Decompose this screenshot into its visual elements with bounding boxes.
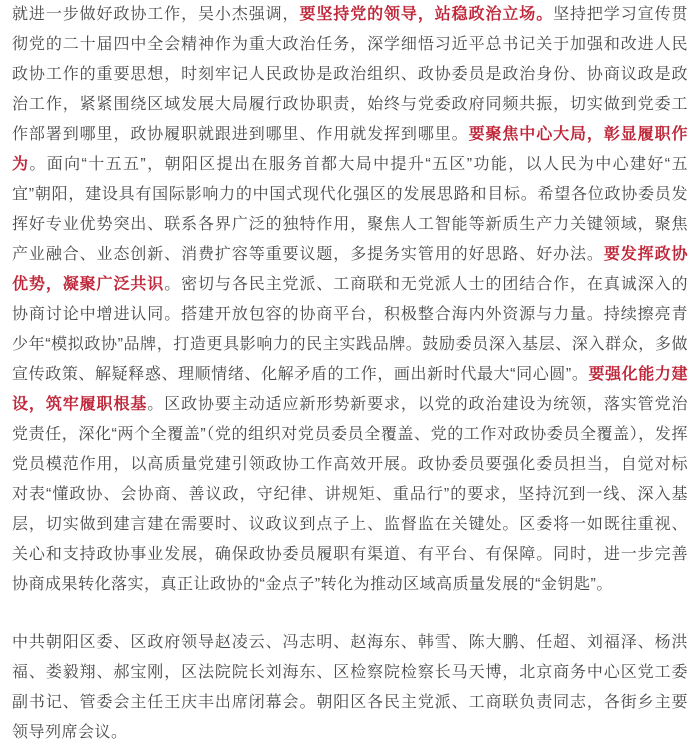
paragraph xyxy=(12,628,688,748)
emphasis-text: 要强化能力建设，筑牢履职根基 xyxy=(12,366,688,413)
body-text: 。面向“十五五”，朝阳区提出在服务首都大局中提升“五区”功能，以人民为中心建好“五宜”朝阳，建设具有国际影响力的中国式现代化强区的发展思路和目标。希望各位政协委员发挥好专业优势突出、联系各界广泛的独特作用，聚焦人工智能等新质生产力关键领域，聚焦产业融合、业态创新、消费扩容等重要议题，多提务实管用的好思路、好办法。 xyxy=(12,156,688,263)
paragraph xyxy=(12,0,688,600)
body-text: 。密切与各民主党派、工商联和无党派人士的团结合作，在真诚深入的协商讨论中增进认同。搭建开放包容的协商平台，积极整合海内外资源与力量。持续擦亮青少年“模拟政协”品牌，打造更具影响力的民主实践品牌。鼓励委员深入基层、深入群众，多做宣传政策、解疑释惑、理顺情绪、化解矛盾的工作，画出新时代最大“同心圆”。 xyxy=(12,276,688,383)
article-body xyxy=(12,0,688,748)
body-text: 中共朝阳区委、区政府领导赵凌云、冯志明、赵海东、韩雪、陈大鹏、任超、刘福泽、杨洪福、娄毅翔、郝宝刚，区法院院长刘海东、区检察院检察长马天博，北京商务中心区党工委副书记、管委会主任王庆丰出席闭幕会。朝阳区各民主党派、工商联负责同志，各街乡主要领导列席会议。 xyxy=(12,634,688,741)
body-text: 坚持把学习宣传贯彻党的二十届四中全会精神作为重大政治任务，深学细悟习近平总书记关于加强和改进人民政协工作的重要思想，时刻牢记人民政协是政治组织、政协委员是政治身份、协商议政是政治工作，紧紧围绕区域发展大局履行政协职责，始终与党委政府同频共振，切实做到党委工作部署到哪里，政协履职就跟进到哪里、作用就发挥到哪里。 xyxy=(12,6,688,143)
body-text: 。区政协要主动适应新形势新要求，以党的政治建设为统领，落实管党治党责任，深化“两个全覆盖”（党的组织对党员委员全覆盖、党的工作对政协委员全覆盖），发挥党员模范作用，以高质量党建引领政协工作高效开展。政协委员要强化委员担当，自觉对标对表“懂政协、会协商、善议政，守纪律、讲规矩、重品行”的要求，坚持沉到一线、深入基层，切实做到建言建在需要时、议政议到点子上、监督监在关键处。区委将一如既往重视、关心和支持政协事业发展，确保政协委员履职有渠道、有平台、有保障。同时，进一步完善协商成果转化落实，真正让政协的“金点子”转化为推动区域高质量发展的“金钥匙”。 xyxy=(12,396,688,593)
emphasis-text: 要发挥政协优势，凝聚广泛共识 xyxy=(12,246,688,293)
body-text: 就进一步做好政协工作，吴小杰强调， xyxy=(12,6,300,23)
emphasis-text: 要聚焦中心大局，彰显履职作为 xyxy=(12,126,688,173)
emphasis-text: 要坚持党的领导，站稳政治立场。 xyxy=(299,6,554,23)
